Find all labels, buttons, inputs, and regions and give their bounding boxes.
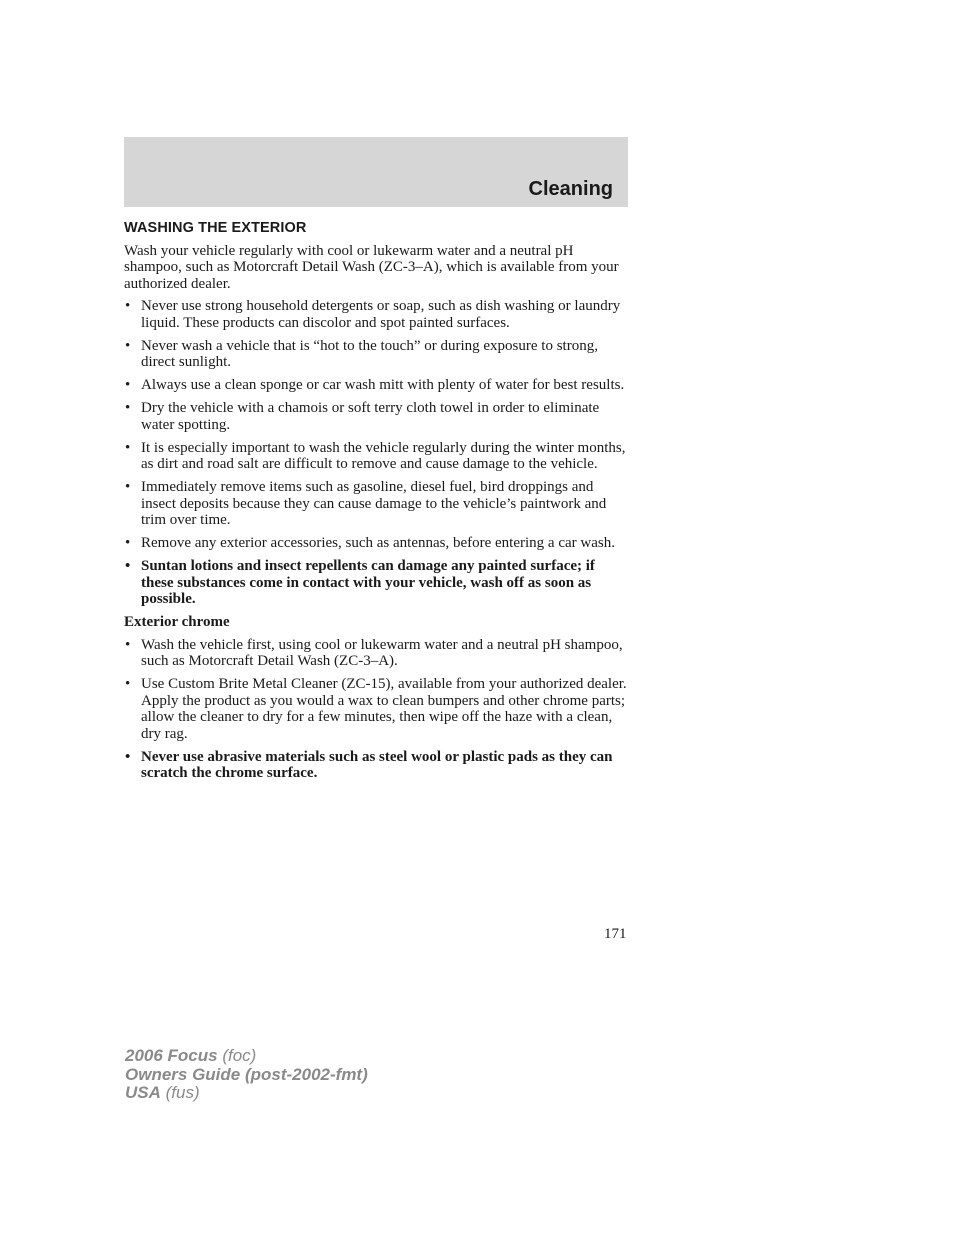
bullet-icon: • <box>125 337 131 354</box>
washing-exterior-heading: WASHING THE EXTERIOR <box>124 220 307 236</box>
bullet-icon: • <box>125 377 131 393</box>
list-item: • It is especially important to wash the vehicle regularly during the winter months, as dirt and road salt are difficult to remove and cause damage to the vehicle. <box>125 439 626 472</box>
list-item: • Remove any exterior accessories, such as antennas, before entering a car wash. <box>125 535 615 551</box>
footer-model-line: 2006 Focus (foc) <box>125 1046 257 1065</box>
footer-guide-line: Owners Guide (post-2002-fmt) <box>125 1064 368 1084</box>
bullet-icon: • <box>125 676 131 692</box>
list-item: • Use Custom Brite Metal Cleaner (ZC-15), available from your authorized dealer. Apply the product as you would a wax to clean bumpers and other chrome parts; allow the cleaner to dry for a few minutes, then wipe off the haze with a clean, dry rag. <box>125 676 627 742</box>
bullet-icon: • <box>125 298 131 314</box>
bullet-icon: • <box>125 636 131 653</box>
bullet-icon: • <box>125 479 131 495</box>
bullet-icon: • <box>125 400 131 416</box>
list-item: • Never use strong household detergents or soap, such as dish washing or laundry liquid. These products can discolor and spot painted surfaces. <box>125 298 621 331</box>
list-item: • Wash the vehicle first, using cool or lukewarm water and a neutral pH shampoo, such as Motorcraft Detail Wash (ZC-3–A). <box>125 636 623 669</box>
document-footer <box>125 1047 368 1103</box>
bullet-icon: • <box>125 439 131 456</box>
list-item: • Immediately remove items such as gasoline, diesel fuel, bird droppings and insect deposits because they can cause damage to the vehicle’s paintwork and trim over time. <box>125 479 607 528</box>
section-title: Cleaning <box>528 178 613 200</box>
exterior-chrome-heading: Exterior chrome <box>124 614 230 630</box>
list-item: • Always use a clean sponge or car wash mitt with plenty of water for best results. <box>125 377 625 393</box>
bullet-icon: • <box>125 748 131 765</box>
washing-bullet-list <box>124 298 628 608</box>
page-content <box>124 220 628 788</box>
warning-list-item: • Never use abrasive materials such as steel wool or plastic pads as they can scratch the chrome surface. <box>125 748 613 781</box>
section-header-bar <box>124 137 628 207</box>
footer-region-line: USA (fus) <box>125 1083 200 1102</box>
bullet-icon: • <box>125 535 131 551</box>
list-item: • Never wash a vehicle that is “hot to the touch” or during exposure to strong, direct sunlight. <box>125 337 598 370</box>
washing-intro-paragraph: Wash your vehicle regularly with cool or lukewarm water and a neutral pH shampoo, such as Motorcraft Detail Wash (ZC-3–A), which is available from your authorized dealer. <box>124 242 619 292</box>
list-item: • Dry the vehicle with a chamois or soft terry cloth towel in order to eliminate water spotting. <box>125 400 600 433</box>
bullet-icon: • <box>125 558 131 574</box>
warning-list-item: • Suntan lotions and insect repellents can damage any painted surface; if these substances come in contact with your vehicle, wash off as soon as possible. <box>125 558 595 607</box>
chrome-bullet-list <box>124 637 628 782</box>
page-number: 171 <box>604 926 627 942</box>
